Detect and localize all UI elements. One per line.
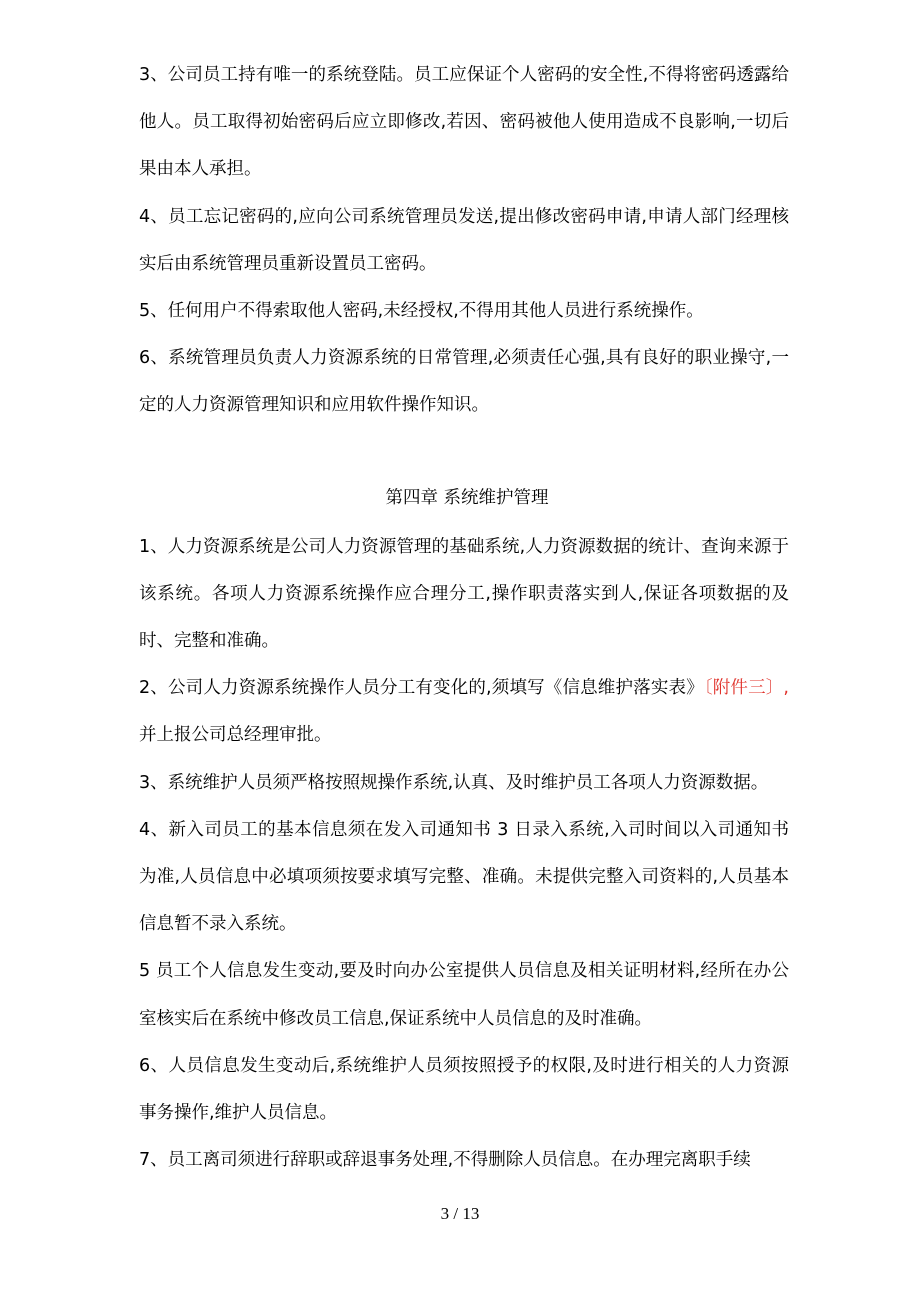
- chapter4-paragraph-1: 1、人力资源系统是公司人力资源管理的基础系统,人力资源数据的统计、查询来源于该系统。各项人力资源系统操作应合理分工,操作职责落实到人,保证各项数据的及时、完整和准确。: [139, 536, 789, 652]
- paragraph-5-no-password-request: 5、任何用户不得索取他人密码,未经授权,不得用其他人员进行系统操作。: [139, 301, 704, 322]
- chapter4-paragraph-2-tail: 并上报公司总经理审批。: [139, 725, 332, 746]
- attachment-reference: 〔附件三〕,: [703, 678, 789, 699]
- chapter4-paragraph-2-text: 2、公司人力资源系统操作人员分工有变化的,须填写《信息维护落实表》: [139, 678, 704, 699]
- chapter4-paragraph-3: 3、系统维护人员须严格按照规操作系统,认真、及时维护员工各项人力资源数据。: [139, 772, 769, 793]
- chapter4-paragraph-7: 7、员工离司须进行辞职或辞退事务处理,不得删除人员信息。在办理完离职手续: [139, 1150, 751, 1171]
- chapter4-paragraph-6: 6、人员信息发生变动后,系统维护人员须按照授予的权限,及时进行相关的人力资源事务操作,维护人员信息。: [139, 1055, 789, 1124]
- chapter-title: 第四章 系统维护管理: [385, 487, 549, 508]
- paragraph-3-login: 3、公司员工持有唯一的系统登陆。员工应保证个人密码的安全性,不得将密码透露给他人。员工取得初始密码后应立即修改,若因、密码被他人使用造成不良影响,一切后果由本人承担。: [139, 65, 789, 180]
- chapter4-paragraph-5: 5 员工个人信息发生变动,要及时向办公室提供人员信息及相关证明材料,经所在办公室核实后在系统中修改员工信息,保证系统中人员信息的及时准确。: [139, 961, 789, 1029]
- paragraph-4-forgot-password: 4、员工忘记密码的,应向公司系统管理员发送,提出修改密码申请,申请人部门经理核实后由系统管理员重新设置员工密码。: [139, 206, 789, 274]
- paragraph-6-admin-duty: 6、系统管理员负责人力资源系统的日常管理,必须责任心强,具有良好的职业操守,一定的人力资源管理知识和应用软件操作知识。: [139, 348, 789, 416]
- chapter4-paragraph-4: 4、新入司员工的基本信息须在发入司通知书 3 日录入系统,入司时间以入司通知书为准,人员信息中必填项须按要求填写完整、准确。未提供完整入司资料的,人员基本信息暂不录入系统。: [139, 819, 789, 935]
- document-body: [139, 52, 789, 1184]
- chapter4-paragraph-2: [139, 665, 789, 759]
- page-number: 3 / 13: [440, 1204, 480, 1223]
